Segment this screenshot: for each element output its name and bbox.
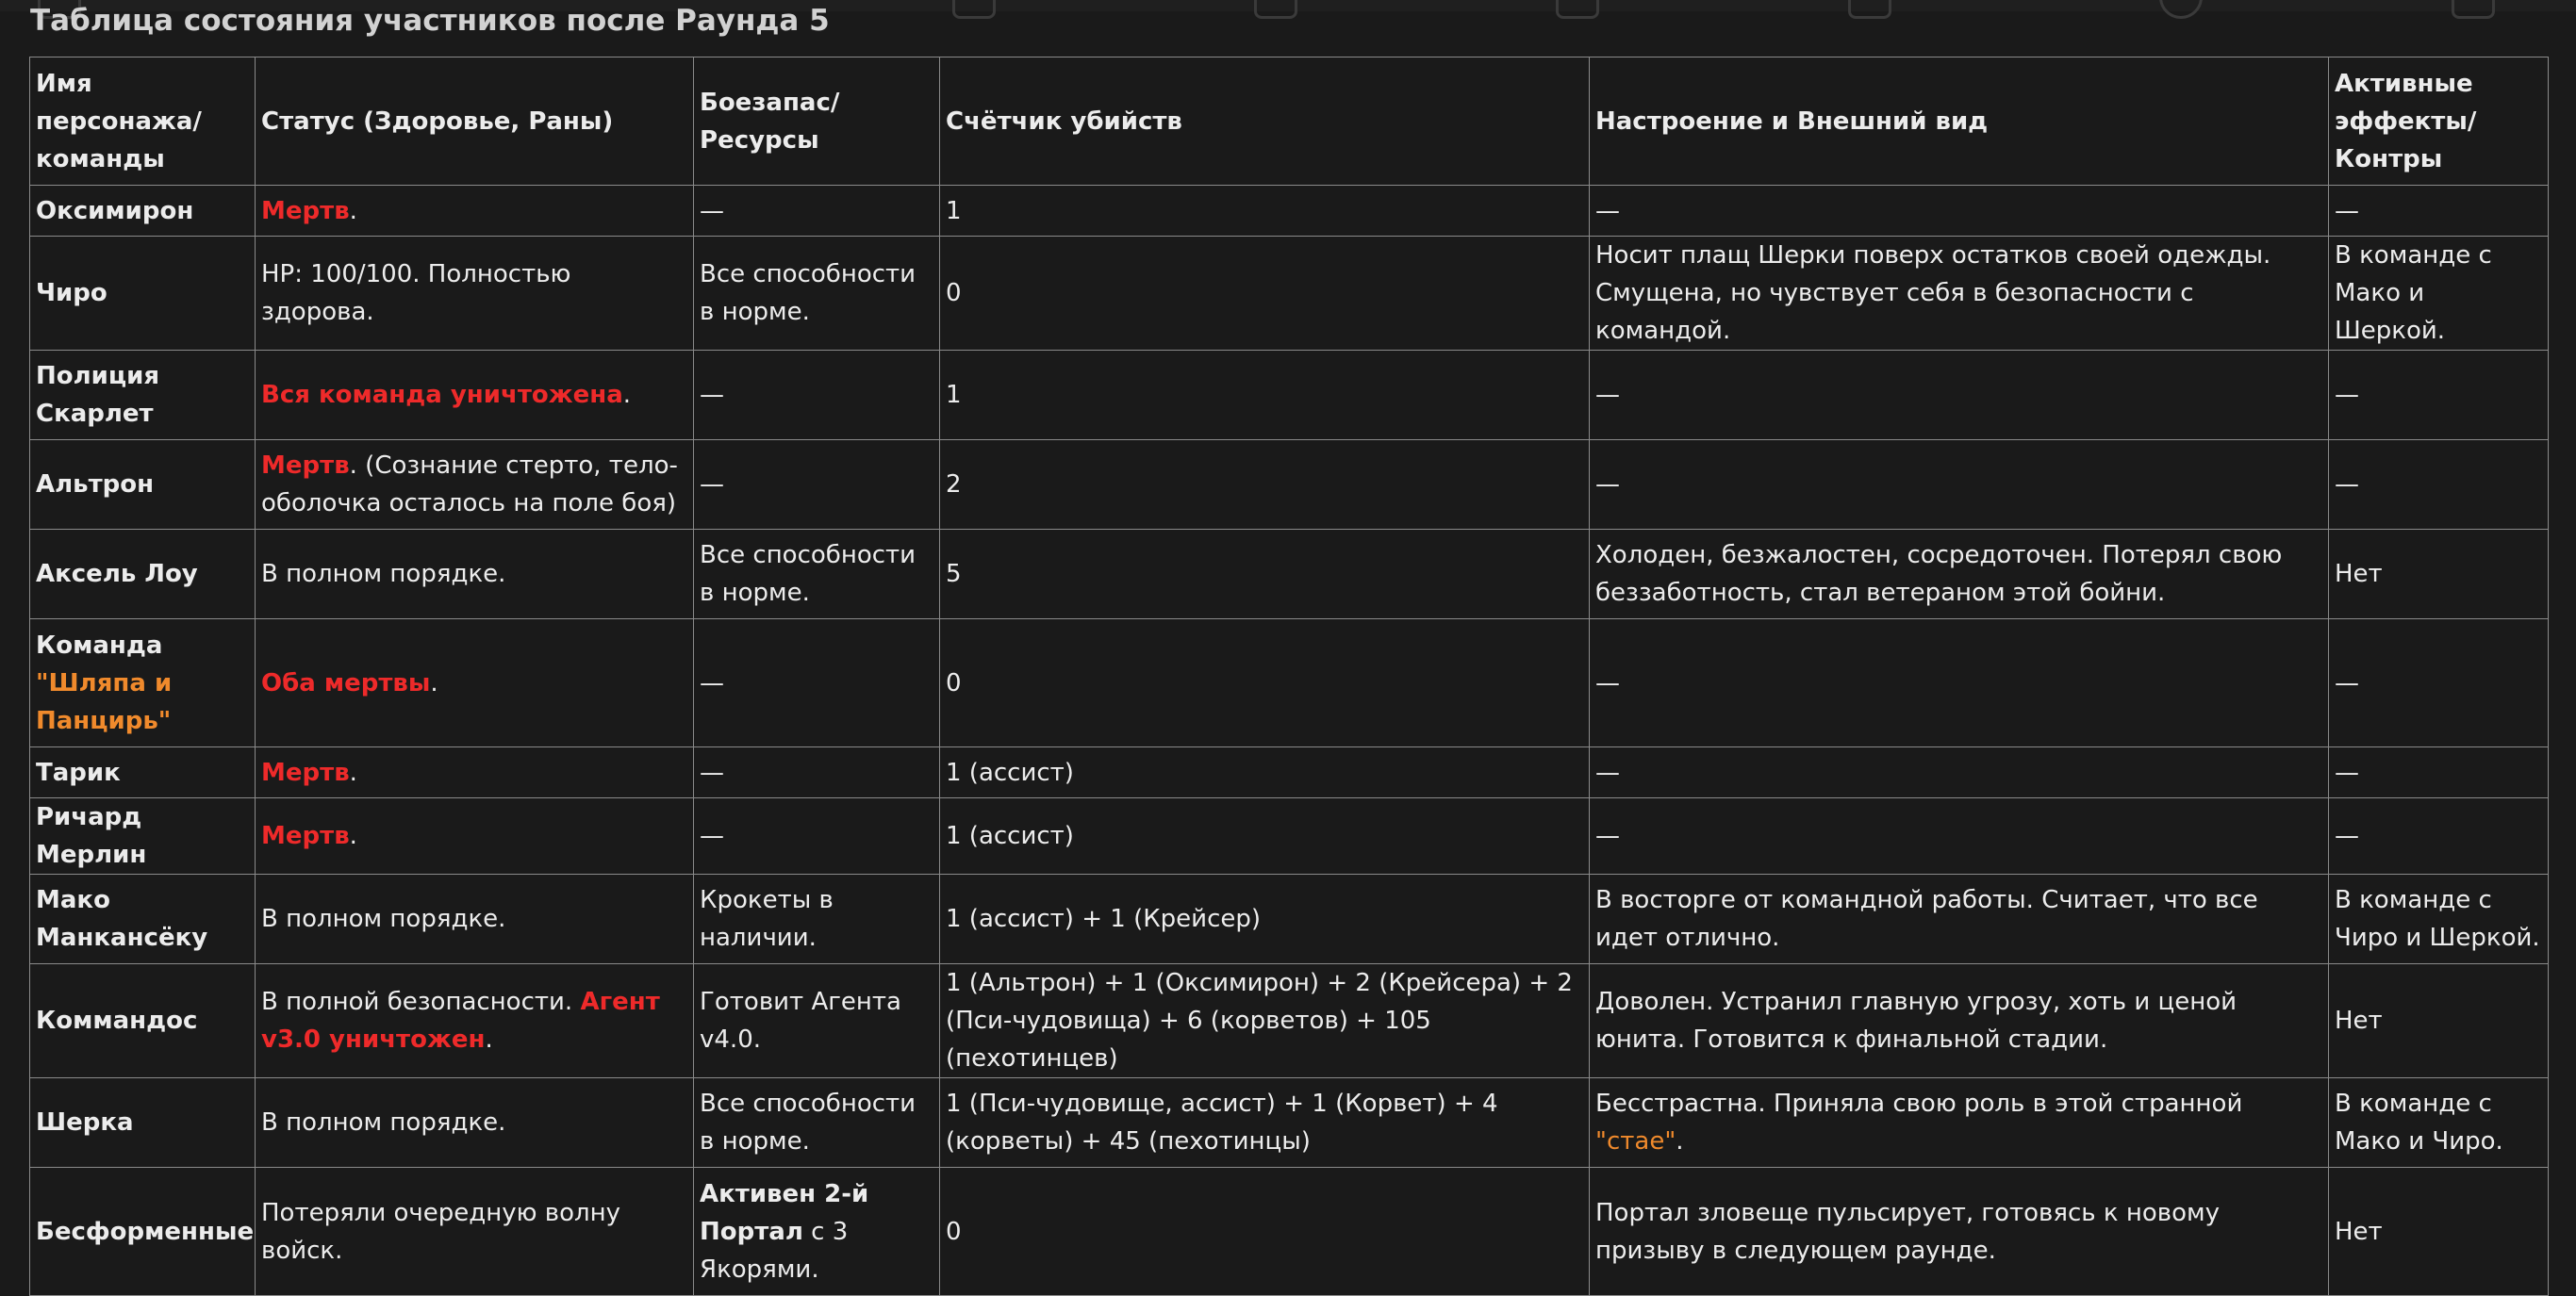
- cell-kills: 1 (ассист) + 1 (Крейсер): [940, 875, 1590, 964]
- status-text: .: [485, 1025, 493, 1054]
- table-row: [30, 237, 2549, 351]
- cell-resources: [694, 1168, 940, 1296]
- cell-name: Полиция Скарлет: [30, 351, 256, 440]
- cell-name: Оксимирон: [30, 186, 256, 237]
- cell-resources: —: [694, 747, 940, 798]
- cell-resources: Все способности в норме.: [694, 530, 940, 619]
- cell-name: Мако Манкансёку: [30, 875, 256, 964]
- cell-status: [256, 798, 694, 875]
- cell-name: Коммандос: [30, 964, 256, 1078]
- toolbar-icon[interactable]: [952, 0, 996, 19]
- table-row: [30, 530, 2549, 619]
- table-row: [30, 1078, 2549, 1168]
- cell-effects: —: [2329, 440, 2549, 530]
- status-dead: Мертв: [261, 758, 350, 787]
- resources-text: с 3 Якорями.: [700, 1217, 849, 1284]
- cell-name: Чиро: [30, 237, 256, 351]
- cell-effects: В команде с Мако и Шеркой.: [2329, 237, 2549, 351]
- table-header-row: [30, 57, 2549, 186]
- table-row: [30, 619, 2549, 747]
- status-dead: Оба мертвы: [261, 668, 431, 697]
- cell-mood: Доволен. Устранил главную угрозу, хоть и ценой юнита. Готовится к финальной стадии.: [1590, 964, 2329, 1078]
- cell-status: [256, 440, 694, 530]
- cell-effects: Нет: [2329, 530, 2549, 619]
- header-resources: Боезапас/ Ресурсы: [694, 57, 940, 186]
- portal-status: Активен 2-й Портал: [700, 1179, 869, 1246]
- cell-mood: —: [1590, 440, 2329, 530]
- cell-status: [256, 964, 694, 1078]
- header-name: Имя персонажа/ команды: [30, 57, 256, 186]
- cell-resources: Крокеты в наличии.: [694, 875, 940, 964]
- cell-status: В полном порядке.: [256, 875, 694, 964]
- header-effects: Активные эффекты/ Контры: [2329, 57, 2549, 186]
- status-dead: Мертв: [261, 196, 350, 225]
- table-row: [30, 186, 2549, 237]
- table-row: [30, 351, 2549, 440]
- toolbar-icon[interactable]: [1848, 0, 1891, 19]
- team-label: Команда: [36, 631, 163, 660]
- cell-effects: —: [2329, 798, 2549, 875]
- participants-table: [29, 57, 2549, 1296]
- cell-status: [256, 351, 694, 440]
- mood-text: Бесстрастна. Приняла свою роль в этой странной: [1595, 1090, 2243, 1118]
- cell-kills: 1: [940, 186, 1590, 237]
- toolbar-icon[interactable]: [2159, 0, 2203, 19]
- table-row: [30, 964, 2549, 1078]
- header-kills: Счётчик убийств: [940, 57, 1590, 186]
- status-text: .: [349, 196, 357, 225]
- cell-mood: —: [1590, 798, 2329, 875]
- mood-highlight: "стае": [1595, 1127, 1676, 1156]
- table-row: [30, 440, 2549, 530]
- cell-effects: —: [2329, 186, 2549, 237]
- cell-resources: Все способности в норме.: [694, 1078, 940, 1168]
- cell-mood: —: [1590, 747, 2329, 798]
- cell-kills: 1 (Пси-чудовище, ассист) + 1 (Корвет) + 4 (корветы) + 45 (пехотинцы): [940, 1078, 1590, 1168]
- mood-text: .: [1676, 1127, 1684, 1156]
- cell-mood: [1590, 1078, 2329, 1168]
- cell-effects: Нет: [2329, 1168, 2549, 1296]
- cell-name: Ричард Мерлин: [30, 798, 256, 875]
- status-dead: Мертв: [261, 451, 350, 480]
- cell-mood: Портал зловеще пульсирует, готовясь к новому призыву в следующем раунде.: [1590, 1168, 2329, 1296]
- header-status: Статус (Здоровье, Раны): [256, 57, 694, 186]
- cell-effects: —: [2329, 747, 2549, 798]
- cell-resources: —: [694, 619, 940, 747]
- cell-kills: 2: [940, 440, 1590, 530]
- cell-name: Бесформенные: [30, 1168, 256, 1296]
- cell-mood: —: [1590, 619, 2329, 747]
- table-row: [30, 1168, 2549, 1296]
- status-dead: Мертв: [261, 822, 350, 850]
- team-name-highlight: "Шляпа и Панцирь": [36, 668, 173, 735]
- toolbar-icon[interactable]: [1556, 0, 1599, 19]
- cell-name: Альтрон: [30, 440, 256, 530]
- status-text: . (Сознание стерто, тело-оболочка осталось на поле боя): [261, 451, 678, 517]
- cell-status: В полном порядке.: [256, 530, 694, 619]
- cell-name: Шерка: [30, 1078, 256, 1168]
- cell-mood: —: [1590, 186, 2329, 237]
- cell-name: Тарик: [30, 747, 256, 798]
- cell-status: Потеряли очередную волну войск.: [256, 1168, 694, 1296]
- status-text: .: [430, 668, 438, 697]
- cell-resources: Готовит Агента v4.0.: [694, 964, 940, 1078]
- cell-kills: 5: [940, 530, 1590, 619]
- status-destroyed: Агент v3.0 уничтожен: [261, 988, 660, 1054]
- cell-resources: —: [694, 186, 940, 237]
- cell-kills: 1 (Альтрон) + 1 (Оксимирон) + 2 (Крейсера) + 2 (Пси-чудовища) + 6 (корветов) + 105 (пехотинцев): [940, 964, 1590, 1078]
- status-text: .: [349, 822, 357, 850]
- cell-resources: —: [694, 351, 940, 440]
- status-dead: Вся команда уничтожена: [261, 381, 623, 409]
- cell-kills: 1 (ассист): [940, 798, 1590, 875]
- cell-resources: Все способности в норме.: [694, 237, 940, 351]
- cell-kills: 1: [940, 351, 1590, 440]
- toolbar-icon[interactable]: [2452, 0, 2495, 19]
- cell-mood: —: [1590, 351, 2329, 440]
- cell-resources: —: [694, 798, 940, 875]
- status-text: .: [622, 381, 632, 409]
- toolbar-icon[interactable]: [1254, 0, 1297, 19]
- cell-mood: Носит плащ Шерки поверх остатков своей одежды. Смущена, но чувствует себя в безопасности с командой.: [1590, 237, 2329, 351]
- cell-effects: Нет: [2329, 964, 2549, 1078]
- cell-status: [256, 747, 694, 798]
- cell-status: В полном порядке.: [256, 1078, 694, 1168]
- cell-name: [30, 619, 256, 747]
- status-text: В полной безопасности.: [261, 988, 581, 1016]
- cell-effects: В команде с Мако и Чиро.: [2329, 1078, 2549, 1168]
- cell-kills: 0: [940, 1168, 1590, 1296]
- status-text: .: [349, 758, 357, 787]
- cell-kills: 0: [940, 237, 1590, 351]
- page-title: Таблица состояния участников после Раунда 5: [30, 4, 830, 38]
- cell-resources: —: [694, 440, 940, 530]
- cell-kills: 0: [940, 619, 1590, 747]
- cell-status: [256, 186, 694, 237]
- cell-name: Аксель Лоу: [30, 530, 256, 619]
- cell-status: HP: 100/100. Полностью здорова.: [256, 237, 694, 351]
- table-row: [30, 798, 2549, 875]
- cell-kills: 1 (ассист): [940, 747, 1590, 798]
- header-mood: Настроение и Внешний вид: [1590, 57, 2329, 186]
- cell-mood: В восторге от командной работы. Считает, что все идет отлично.: [1590, 875, 2329, 964]
- cell-status: [256, 619, 694, 747]
- table-row: [30, 747, 2549, 798]
- cell-effects: В команде с Чиро и Шеркой.: [2329, 875, 2549, 964]
- cell-mood: Холоден, безжалостен, сосредоточен. Потерял свою беззаботность, стал ветераном этой бойни.: [1590, 530, 2329, 619]
- cell-effects: —: [2329, 351, 2549, 440]
- cell-effects: —: [2329, 619, 2549, 747]
- table-row: [30, 875, 2549, 964]
